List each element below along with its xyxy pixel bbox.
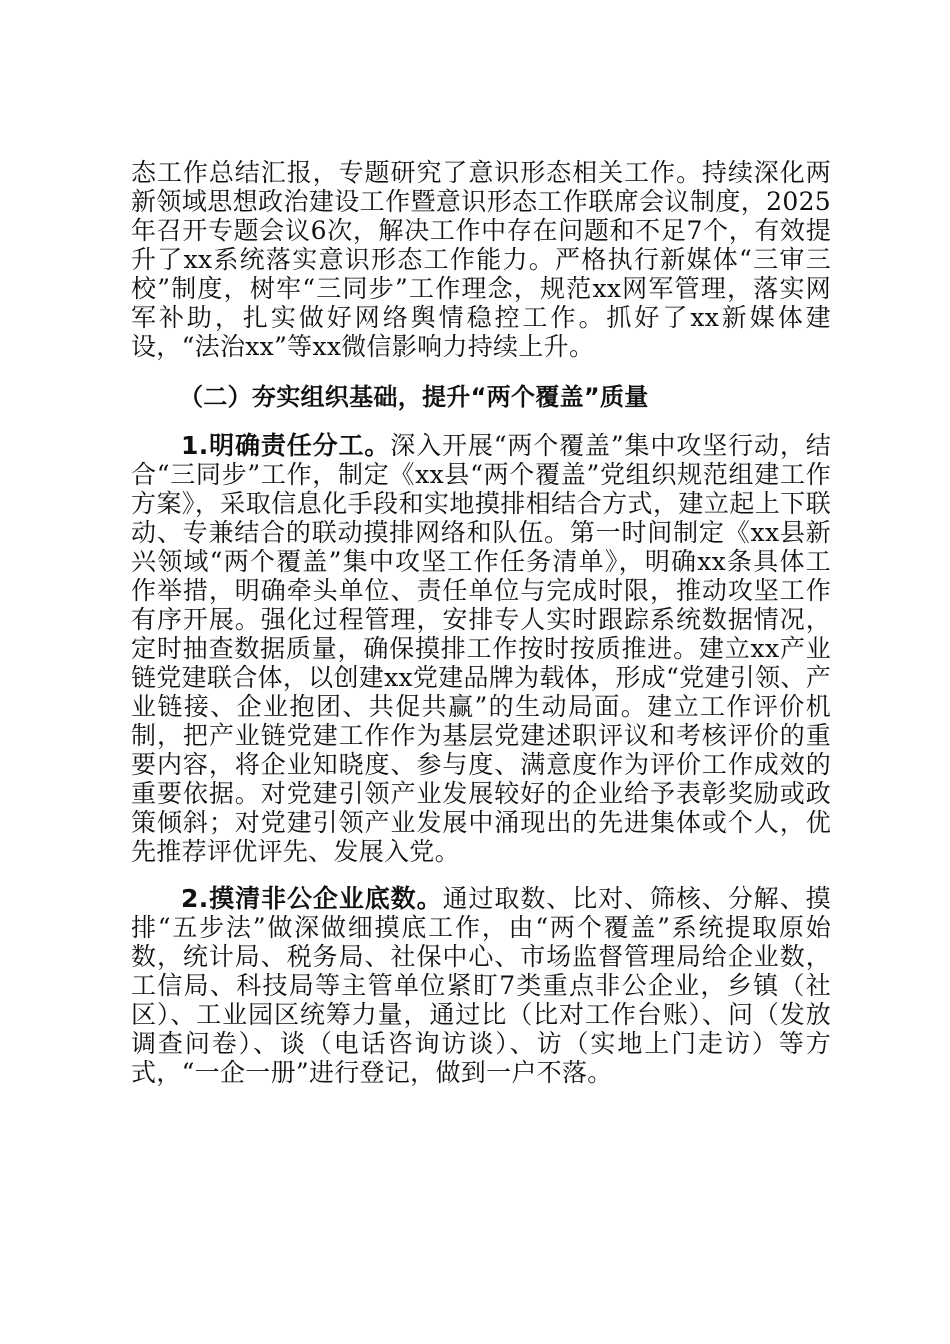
item-lead-2: 2.摸清非公企业底数。: [181, 884, 443, 913]
item-body-1: 深入开展“两个覆盖”集中攻坚行动，结合“三同步”工作，制定《xx县“两个覆盖”党组织规范组建工作方案》，采取信息化手段和实地摸排相结合方式，建立起上下联动、专兼结合的联动摸排网络和队伍。第一时间制定《xx县新兴领域“两个覆盖”集中攻坚工作任务清单》，明确xx条具体工作举措，明确牵头单位、责任单位与完成时限，推动攻坚工作有序开展。强化过程管理，安排专人实时跟踪系统数据情况，定时抽查数据质量，确保摸排工作按时按质推进。建立xx产业链党建联合体，以创建xx党建品牌为载体，形成“党建引领、产业链接、企业抱团、共促共赢”的生动局面。建立工作评价机制，把产业链党建工作作为基层党建述职评议和考核评价的重要内容，将企业知晓度、参与度、满意度作为评价工作成效的重要依据。对党建引领产业发展较好的企业给予表彰奖励或政策倾斜；对党建引领产业发展中涌现出的先进集体或个人，优先推荐评优评先、发展入党。: [131, 431, 831, 866]
item-body-2: 通过取数、比对、筛核、分解、摸排“五步法”做深做细摸底工作，由“两个覆盖”系统提取原始数，统计局、税务局、社保中心、市场监督管理局给企业数，工信局、科技局等主管单位紧盯7类重点非公企业，乡镇（社区）、工业园区统筹力量，通过比（比对工作台账）、问（发放调查问卷）、谈（电话咨询访谈）、访（实地上门走访）等方式，“一企一册”进行登记，做到一户不落。: [131, 884, 831, 1087]
intro-paragraph: 态工作总结汇报，专题研究了意识形态相关工作。持续深化两新领域思想政治建设工作暨意识形态工作联席会议制度，2025年召开专题会议6次，解决工作中存在问题和不足7个，有效提升了xx系统落实意识形态工作能力。严格执行新媒体“三审三校”制度，树牢“三同步”工作理念，规范xx网军管理，落实网军补助，扎实做好网络舆情稳控工作。抓好了xx新媒体建设，“法治xx”等xx微信影响力持续上升。: [131, 158, 831, 361]
item-lead-1: 1.明确责任分工。: [181, 431, 391, 460]
item-paragraph-1: [131, 431, 831, 866]
document-page: [131, 158, 831, 1087]
item-paragraph-2: [131, 884, 831, 1087]
section-heading: （二）夯实组织基础，提升“两个覆盖”质量: [179, 383, 649, 411]
